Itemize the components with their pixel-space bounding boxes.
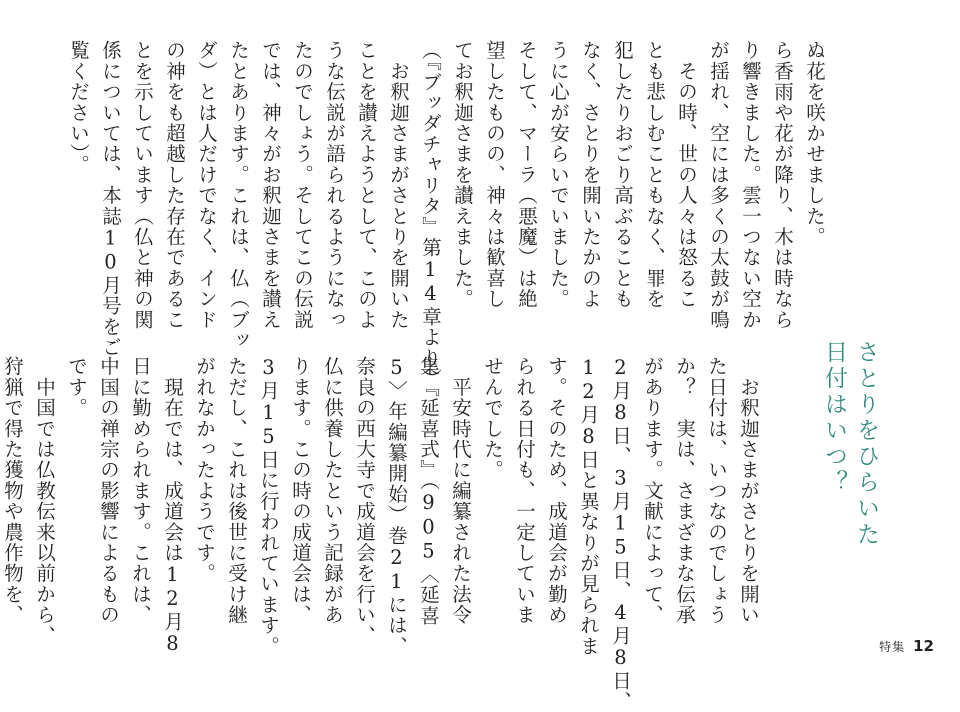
page-footer xyxy=(879,637,934,655)
section-heading: さとりをひらいた 日付はいつ？ xyxy=(821,340,879,548)
footer-section-label: 特集 xyxy=(879,640,906,654)
page-number: 12 xyxy=(913,637,934,655)
body-text-lower: お釈迦さまがさとりを開い た日付は、いつなのでしょう か？ 実は、さまざまな伝承 があります。文献によって、 2月8日、3月15日、4月8日、 12月8日と異なりが見られま す。そのため、成道会が勤め られる日付も、一定していま せんでした。 平安時代に編纂された法令 集『延喜式』（905〈延喜 5〉年編纂開始）巻21には、 奈良の西大寺で成道会を行い、 仏に供養したという記録があ ります。この時の成道会は、 3月15日に行われています。 ただし、これは後世に受け継 がれなかったようです。 現在では、成道会は12月8 日に勤められます。これは、 中国の禅宗の影響によるもの です。 中国では仏教伝来以前から、 狩猟で得た獲物や農作物を、 xyxy=(1,356,760,712)
body-text-upper: ぬ花を咲かせました。 ら香雨や花が降り、木は時なら り響きました。雲一つない空か が揺れ、空には多くの太鼓が鳴 その時、世の人々は怒るこ とも悲しむこともなく、罪を 犯したりおごり高ぶることも なく、さとりを開いたかのよ うに心が安らいでいました。 そして、マーラ（悪魔）は絶 望したものの、神々は歓喜し てお釈迦さまを讃えました。 （『ブッダチャリタ』第14章より） お釈迦さまがさとりを開いた ことを讃えようとして、このよ うな伝説が語られるようになっ たのでしょう。そしてこの伝説 では、神々がお釈迦さまを讃え たとあります。これは、仏（ブッ ダ）とは人だけでなく、インド の神をも超越した存在であるこ とを示しています（仏と神の関 係については、本誌10月号をご 覧ください）。 xyxy=(67,40,826,390)
